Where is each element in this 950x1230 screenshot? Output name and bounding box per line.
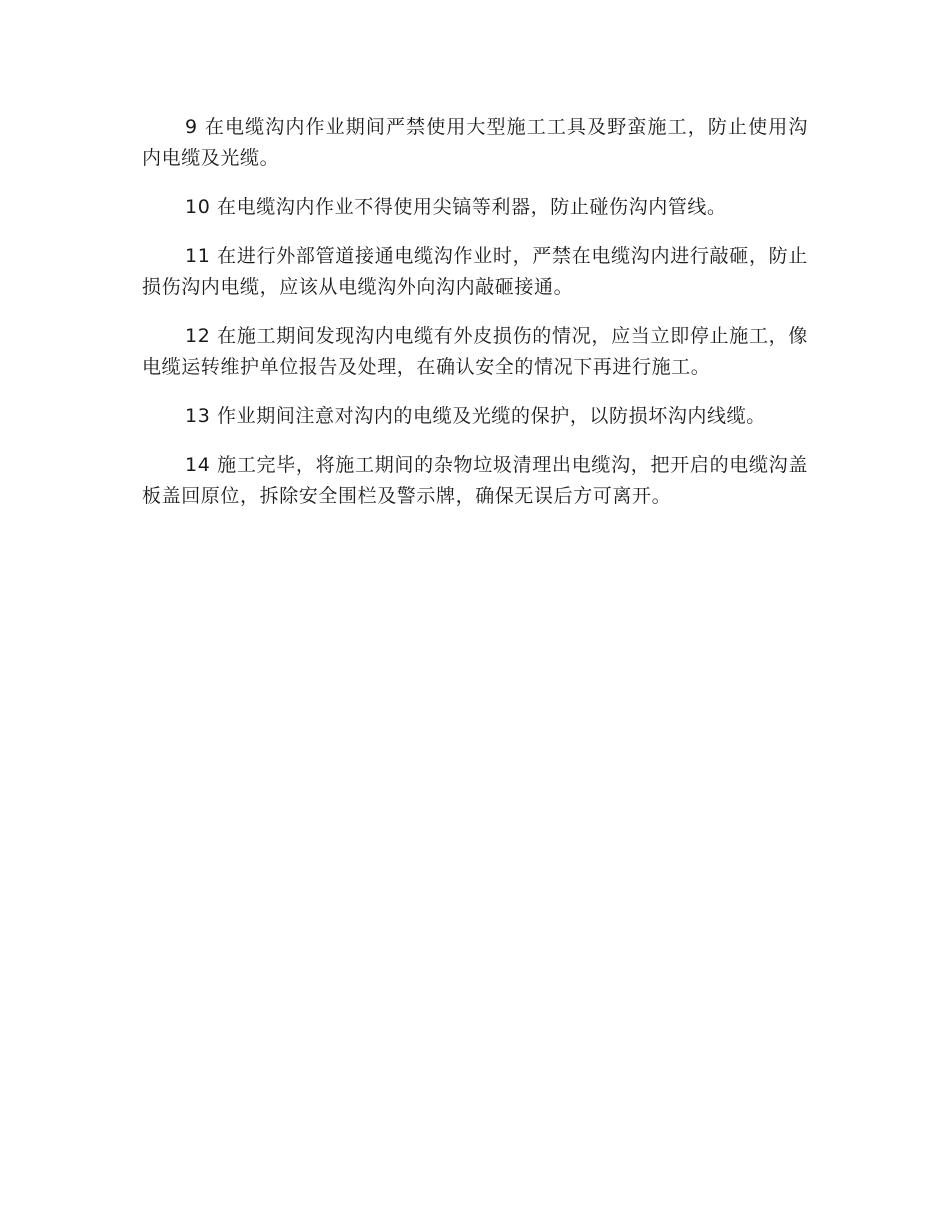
paragraph-item-13: 13 作业期间注意对沟内的电缆及光缆的保护，以防损坏沟内线缆。	[185, 405, 766, 427]
paragraph-item-11: 11 在进行外部管道接通电缆沟作业时，严禁在电缆沟内进行敲砸，防止损伤沟内电缆，应该从电缆沟外向沟内敲砸接通。	[142, 245, 808, 298]
document-body	[142, 112, 808, 530]
paragraph-item-14: 14 施工完毕，将施工期间的杂物垃圾清理出电缆沟，把开启的电缆沟盖板盖回原位，拆除安全围栏及警示牌，确保无误后方可离开。	[142, 454, 808, 507]
paragraph-item-9: 9 在电缆沟内作业期间严禁使用大型施工工具及野蛮施工，防止使用沟内电缆及光缆。	[142, 116, 808, 169]
paragraph-item-10: 10 在电缆沟内作业不得使用尖镐等利器，防止碰伤沟内管线。	[185, 196, 727, 218]
paragraph-item-12: 12 在施工期间发现沟内电缆有外皮损伤的情况，应当立即停止施工，像电缆运转维护单位报告及处理，在确认安全的情况下再进行施工。	[142, 325, 808, 378]
